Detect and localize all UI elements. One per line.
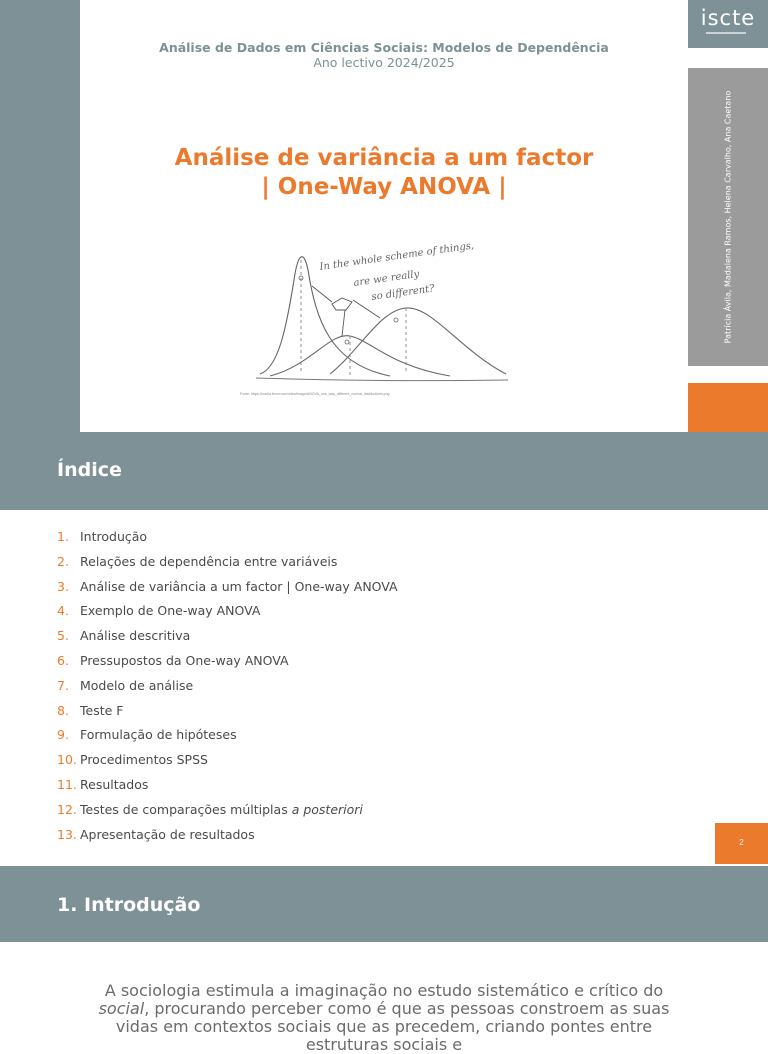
course-title: Análise de Dados em Ciências Sociais: Modelos de Dependência bbox=[159, 40, 609, 55]
svg-text:In the whole scheme of things,: In the whole scheme of things, bbox=[318, 240, 475, 273]
logo-box bbox=[688, 0, 768, 48]
introduction-paragraph: A sociologia estimula a imaginação no estudo sistemático e crítico do social, procurando perceber como é que as pessoas constroem as suas vidas em contextos sociais que as precedem, criando pontes entre estruturas sociais e bbox=[98, 981, 670, 1054]
svg-text:are we really: are we really bbox=[352, 268, 420, 289]
toc-item[interactable]: 12. Testes de comparações múltiplas a posteriori bbox=[57, 801, 363, 817]
index-heading: Índice bbox=[57, 459, 122, 481]
toc-item[interactable]: 10. Procedimentos SPSS bbox=[57, 752, 208, 768]
image-source-note: Fonte: https://media.tenor.com/sites/image/ANOVA_one_way_different_normal_distributions.png bbox=[240, 392, 390, 396]
academic-year: Ano lectivo 2024/2025 bbox=[313, 55, 455, 70]
svg-text:so different?: so different? bbox=[370, 283, 436, 303]
toc-item[interactable]: 3. Análise de variância a um factor | One-way ANOVA bbox=[57, 578, 398, 594]
slide-title bbox=[90, 144, 678, 202]
toc-item[interactable]: 5. Análise descritiva bbox=[57, 628, 191, 644]
toc-item[interactable]: 11. Resultados bbox=[57, 776, 149, 792]
page-number-box bbox=[715, 823, 768, 864]
distribution-cartoon-illustration bbox=[250, 240, 512, 390]
slide-title-line2: | One-Way ANOVA | bbox=[261, 174, 507, 200]
toc-item[interactable]: 4. Exemplo de One-way ANOVA bbox=[57, 603, 261, 619]
table-of-contents bbox=[57, 529, 398, 851]
slide-title-line1: Análise de variância a um factor bbox=[174, 145, 594, 171]
authors-panel bbox=[688, 68, 768, 366]
introduction-header-band bbox=[0, 866, 768, 942]
toc-item[interactable]: 9. Formulação de hipóteses bbox=[57, 727, 237, 743]
logo-subtitle-lines bbox=[698, 32, 758, 36]
orange-accent-block bbox=[688, 383, 768, 432]
page-number: 2 bbox=[739, 838, 744, 847]
left-accent-bar bbox=[0, 0, 80, 432]
introduction-heading: 1. Introdução bbox=[57, 894, 201, 916]
title-slide bbox=[0, 0, 768, 432]
toc-item[interactable]: 7. Modelo de análise bbox=[57, 677, 194, 693]
index-header-band bbox=[0, 432, 768, 510]
toc-item[interactable]: 2. Relações de dependência entre variáveis bbox=[57, 553, 338, 569]
toc-item[interactable]: 13. Apresentação de resultados bbox=[57, 826, 255, 842]
toc-item[interactable]: 8. Teste F bbox=[57, 702, 124, 718]
introduction-slide bbox=[0, 864, 768, 1054]
authors-text: Patrícia Ávila, Madalena Ramos, Helena Carvalho, Ana Caetano bbox=[723, 90, 733, 344]
index-slide bbox=[0, 432, 768, 864]
toc-item[interactable]: 1. Introdução bbox=[57, 529, 148, 544]
toc-item[interactable]: 6. Pressupostos da One-way ANOVA bbox=[57, 652, 289, 668]
iscte-logo: iscte bbox=[700, 6, 756, 30]
